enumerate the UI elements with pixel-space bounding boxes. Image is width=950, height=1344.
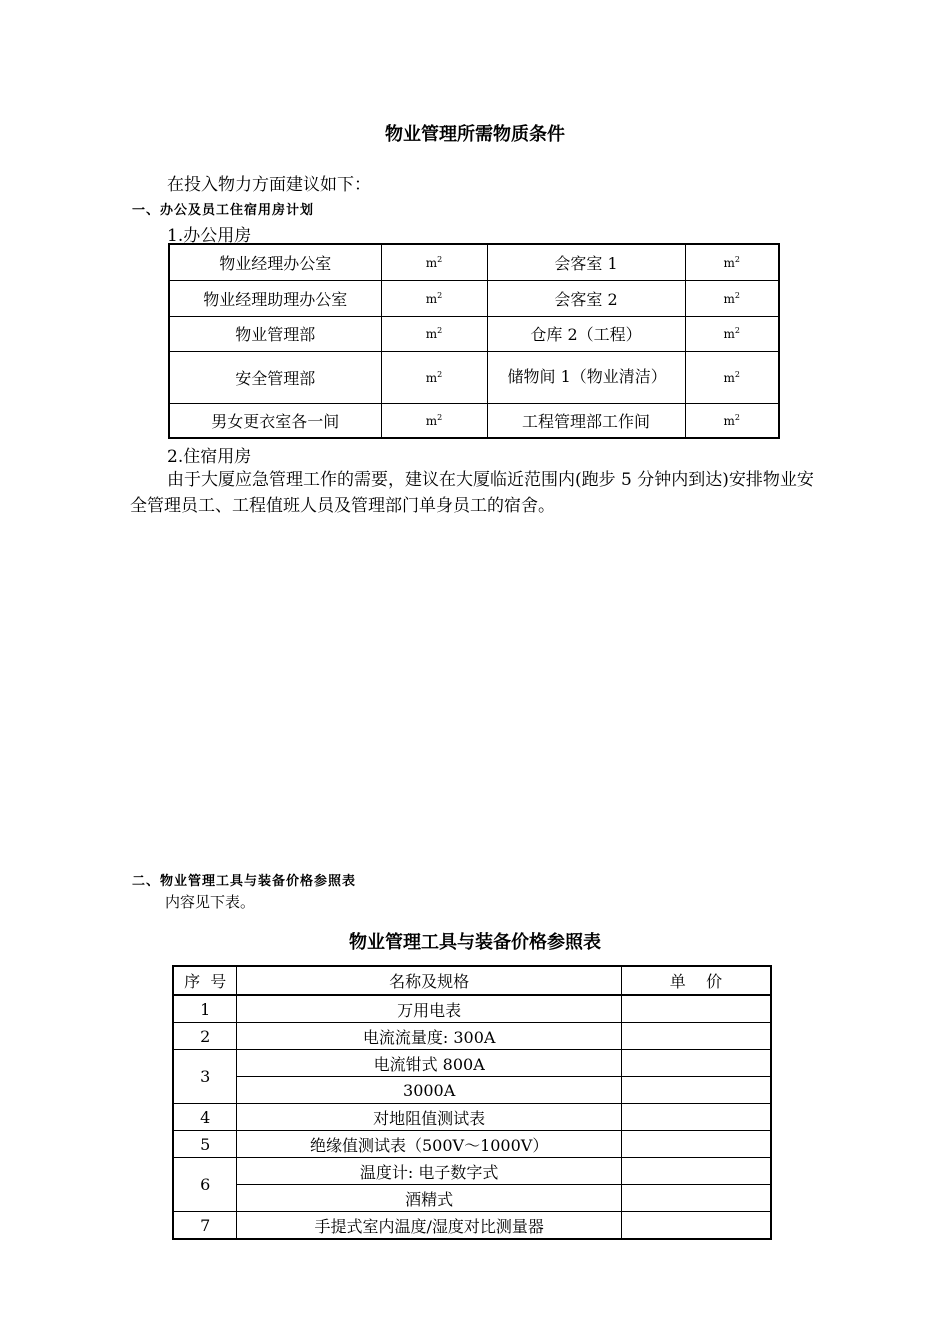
price-cell (621, 1104, 771, 1131)
table-row (173, 1050, 771, 1077)
row-number: 6 (173, 1158, 237, 1212)
item-name: 对地阻值测试表 (237, 1104, 622, 1131)
item-name: 绝缘值测试表（500V～1000V） (237, 1131, 622, 1158)
item-name: 温度计: 电子数字式 (237, 1158, 622, 1185)
row-number: 1 (173, 995, 237, 1023)
table-row (173, 1077, 771, 1104)
item-name: 手提式室内温度/湿度对比测量器 (237, 1212, 622, 1240)
room-name: 会客室 2 (487, 280, 685, 316)
header-no: 序 号 (173, 966, 237, 995)
price-cell (621, 1158, 771, 1185)
table-row (169, 403, 779, 438)
table-row (169, 316, 779, 351)
room-name: 安全管理部 (169, 351, 381, 403)
header-name: 名称及规格 (237, 966, 622, 995)
area-unit: $m^2$ (381, 244, 487, 280)
item-name: 电流钳式 800A (237, 1050, 622, 1077)
section1-heading: 一、办公及员工住宿用房计划 (132, 203, 315, 218)
table-row (173, 1104, 771, 1131)
table-row (173, 1185, 771, 1212)
room-name: 物业经理助理办公室 (169, 280, 381, 316)
price-cell (621, 1212, 771, 1240)
area-unit: $m^2$ (685, 280, 779, 316)
table-row (169, 351, 779, 403)
dorm-paragraph: 由于大厦应急管理工作的需要，建议在大厦临近范围内(跑步 5 分钟内到达)安排物业安全管理员工、工程值班人员及管理部门单身员工的宿舍。 (130, 470, 814, 516)
table-row (169, 244, 779, 280)
price-cell (621, 1077, 771, 1104)
table-note: 内容见下表。 (165, 893, 256, 911)
section2-heading: 二、物业管理工具与装备价格参照表 (132, 874, 357, 889)
price-cell (621, 995, 771, 1023)
price-cell (621, 1023, 771, 1050)
room-name: 工程管理部工作间 (487, 403, 685, 438)
room-name: 物业经理办公室 (169, 244, 381, 280)
area-unit: $m^2$ (381, 316, 487, 351)
table-header-row (173, 966, 771, 995)
office-heading: 1.办公用房 (167, 226, 252, 246)
table-row (173, 1131, 771, 1158)
table-row (173, 1212, 771, 1240)
row-number: 2 (173, 1023, 237, 1050)
table-row (173, 1023, 771, 1050)
equipment-price-table (172, 965, 772, 1240)
area-unit: $m^2$ (381, 403, 487, 438)
price-cell (621, 1185, 771, 1212)
room-name: 会客室 1 (487, 244, 685, 280)
price-cell (621, 1050, 771, 1077)
row-number: 5 (173, 1131, 237, 1158)
area-unit: $m^2$ (685, 244, 779, 280)
item-name: 电流流量度: 300A (237, 1023, 622, 1050)
room-name: 储物间 1（物业清洁） (487, 351, 685, 403)
table-row (169, 280, 779, 316)
area-unit: $m^2$ (685, 316, 779, 351)
room-name: 物业管理部 (169, 316, 381, 351)
item-name: 万用电表 (237, 995, 622, 1023)
row-number: 7 (173, 1212, 237, 1240)
table-row (173, 995, 771, 1023)
area-unit: $m^2$ (381, 351, 487, 403)
room-name: 仓库 2（工程） (487, 316, 685, 351)
header-price: 单 价 (621, 966, 771, 995)
row-number: 4 (173, 1104, 237, 1131)
page-title: 物业管理所需物质条件 (385, 124, 565, 145)
area-unit: $m^2$ (685, 351, 779, 403)
equipment-table-title: 物业管理工具与装备价格参照表 (349, 932, 601, 953)
table-row (173, 1158, 771, 1185)
office-rooms-table (168, 243, 780, 439)
dorm-heading: 2.住宿用房 (167, 447, 252, 467)
area-unit: $m^2$ (381, 280, 487, 316)
room-name: 男女更衣室各一间 (169, 403, 381, 438)
item-name: 酒精式 (237, 1185, 622, 1212)
item-name: 3000A (237, 1077, 622, 1104)
area-unit: $m^2$ (685, 403, 779, 438)
intro-text: 在投入物力方面建议如下： (167, 175, 371, 195)
price-cell (621, 1131, 771, 1158)
row-number: 3 (173, 1050, 237, 1104)
